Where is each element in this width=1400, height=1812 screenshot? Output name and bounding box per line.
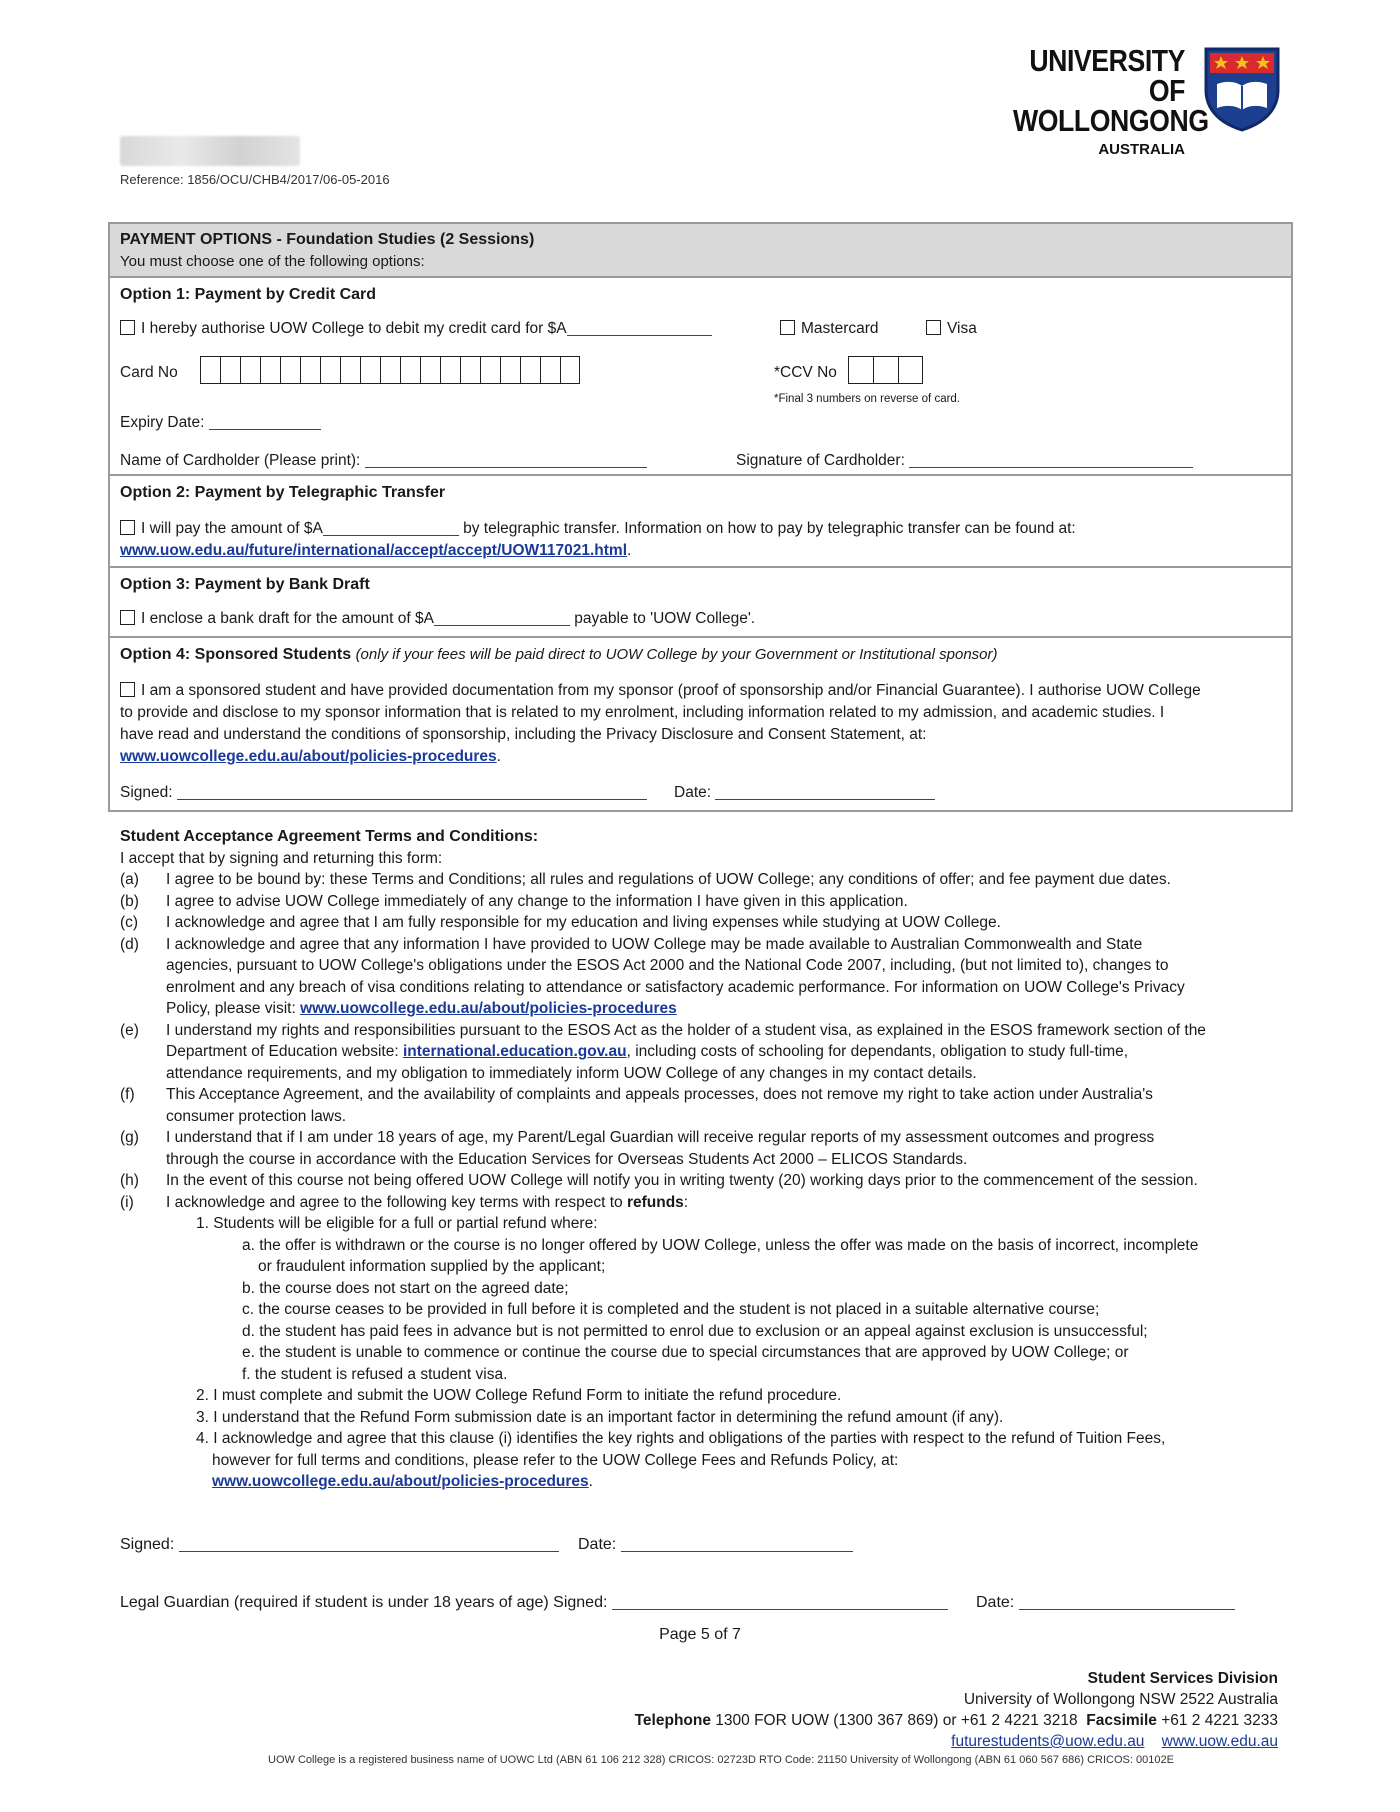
term-g: (g) I understand that if I am under 18 years of age, my Parent/Legal Guardian will receive regular reports of my assessment outcomes and progress through the course in accordance with the Education Services for Overseas Students Act 2000 – ELICOS Standards. xyxy=(120,1129,1155,1168)
visa-checkbox[interactable] xyxy=(926,320,941,335)
term-f: (f) This Acceptance Agreement, and the availability of complaints and appeals processes, does not remove my right to take action under Australia's consumer protection laws. xyxy=(120,1086,1153,1125)
term-b: (b) I agree to advise UOW College immediately of any change to the information I have given in this application. xyxy=(120,892,908,910)
cardholder-name-label: Name of Cardholder (Please print): xyxy=(120,452,361,469)
email-link[interactable]: futurestudents@uow.edu.au xyxy=(951,1733,1145,1750)
form-title: PAYMENT OPTIONS - Foundation Studies (2 Sessions) xyxy=(120,231,535,248)
guardian-sign-row xyxy=(120,1594,1015,1612)
sponsored-link[interactable]: www.uowcollege.edu.au/about/policies-procedures xyxy=(120,748,497,765)
website-link[interactable]: www.uow.edu.au xyxy=(1161,1733,1278,1750)
expiry-row xyxy=(120,412,1281,434)
sponsored-checkbox[interactable] xyxy=(120,682,135,697)
visa-label: Visa xyxy=(947,320,977,337)
student-signed-label: Signed: xyxy=(120,1536,175,1553)
refund-term-1c: c. the course ceases to be provided in full before it is completed and the student is not placed in a suitable alternative course; xyxy=(242,1301,1100,1318)
telegraphic-link[interactable]: www.uow.edu.au/future/international/accept/accept/UOW117021.html xyxy=(120,542,628,559)
crest-icon xyxy=(1203,46,1281,132)
sponsored-line-1 xyxy=(120,680,1281,702)
option-4-note: (only if your fees will be paid direct to UOW College by your Government or Institutional sponsor) xyxy=(355,646,998,663)
reference-number: Reference: 1856/OCU/CHB4/2017/06-05-2016 xyxy=(120,172,390,187)
logo-country: AUSTRALIA xyxy=(1098,141,1185,158)
term-h: (h) In the event of this course not being offered UOW College will notify you in writing twenty (20) working days prior to the commencement of the session. xyxy=(120,1172,1198,1189)
division-address: University of Wollongong NSW 2522 Australia xyxy=(963,1691,1278,1708)
refund-term-2: 2. I must complete and submit the UOW College Refund Form to initiate the refund procedure. xyxy=(196,1387,842,1404)
sponsored-date-group xyxy=(674,782,935,804)
terms-title: Student Acceptance Agreement Terms and Conditions: xyxy=(120,828,539,845)
sponsored-line-3: have read and understand the conditions of sponsorship, including the Privacy Disclosure and Consent Statement, at: xyxy=(120,726,927,743)
cardholder-signature-group xyxy=(736,450,1193,472)
amount-field[interactable] xyxy=(567,320,712,336)
authorise-text: I hereby authorise UOW College to debit my credit card for $A xyxy=(141,320,567,337)
cardholder-row xyxy=(120,450,1281,472)
option-3-title: Option 3: Payment by Bank Draft xyxy=(120,576,370,593)
sponsored-link-end: . xyxy=(496,748,501,765)
legal-line: UOW College is a registered business name of UOWC Ltd (ABN 61 106 212 328) CRICOS: 02723D RTO Code: 21150 University of Wollongong (ABN 61 060 567 686) CRICOS: 00102E xyxy=(268,1754,1174,1766)
guardian-date-field[interactable] xyxy=(1019,1594,1235,1610)
telegraphic-amount-field[interactable] xyxy=(323,520,459,536)
cardholder-name-field[interactable] xyxy=(365,452,647,468)
option-4-section xyxy=(110,638,1291,810)
card-number-boxes[interactable] xyxy=(200,356,580,384)
sponsored-signature-field[interactable] xyxy=(177,784,647,800)
sponsored-link-row xyxy=(120,746,1281,768)
form-header xyxy=(110,224,1291,278)
contact-numbers: Telephone 1300 FOR UOW (1300 367 869) or +61 2 4221 3218 Facsimile +61 2 4221 3233 xyxy=(634,1712,1278,1729)
term-e: (e) I understand my rights and responsibilities pursuant to the ESOS Act as the holder of a student visa, as explained in the ESOS framework section of the Department of Education website: international.education.gov.au, including costs of schooling for dependants, obligation to study full-time, attendance requirements, and my obligation to immediately inform UOW College of any changes in my contact details. xyxy=(120,1021,1206,1082)
option-2-title: Option 2: Payment by Telegraphic Transfer xyxy=(120,484,446,501)
redacted-name xyxy=(120,136,300,166)
refund-term-3: 3. I understand that the Refund Form submission date is an important factor in determining the refund amount (if any). xyxy=(196,1408,1004,1426)
option-4-title: Option 4: Sponsored Students xyxy=(120,646,352,663)
logo-line-2: WOLLONGONG xyxy=(1013,103,1209,138)
option-3-section xyxy=(110,568,1291,638)
guardian-date-group xyxy=(976,1594,1235,1612)
form-subtitle: You must choose one of the following options: xyxy=(120,253,425,270)
card-number-row xyxy=(120,362,1281,392)
footer-contact xyxy=(478,1668,1278,1752)
telegraphic-link-row xyxy=(120,540,1281,562)
telegraphic-text-a: I will pay the amount of $A xyxy=(141,520,323,537)
visa-option xyxy=(926,318,977,340)
student-sign-row xyxy=(120,1536,617,1554)
expiry-label: Expiry Date: xyxy=(120,414,205,431)
telegraphic-checkbox[interactable] xyxy=(120,520,135,535)
bank-draft-checkbox[interactable] xyxy=(120,610,135,625)
sponsored-text-1: I am a sponsored student and have provided documentation from my sponsor (proof of sponsorship and/or Financial Guarantee). I authorise UOW College xyxy=(141,682,1201,699)
refund-term-1d: d. the student has paid fees in advance but is not permitted to enrol due to exclusion or an appeal against exclusion is unsuccessful; xyxy=(242,1322,1148,1340)
logo-line-1: UNIVERSITY OF xyxy=(1029,43,1185,108)
uow-logo xyxy=(985,43,1285,158)
option-4-title-row xyxy=(120,644,1281,666)
guardian-signed-label: Legal Guardian (required if student is under 18 years of age) Signed: xyxy=(120,1594,608,1611)
authorise-checkbox[interactable] xyxy=(120,320,135,335)
authorise-row xyxy=(120,318,1281,340)
privacy-policy-link[interactable]: www.uowcollege.edu.au/about/policies-procedures xyxy=(300,1000,677,1017)
logo-wordmark xyxy=(985,43,1209,160)
guardian-signature-field[interactable] xyxy=(612,1594,948,1610)
terms-intro: I accept that by signing and returning this form: xyxy=(120,849,443,867)
payment-options-form xyxy=(108,222,1293,812)
refund-term-1f: f. the student is refused a student visa. xyxy=(242,1365,508,1383)
cardholder-signature-label: Signature of Cardholder: xyxy=(736,452,905,469)
option-1-title: Option 1: Payment by Credit Card xyxy=(120,286,377,303)
term-i: (i) I acknowledge and agree to the following key terms with respect to refunds: xyxy=(120,1193,689,1211)
option-2-section xyxy=(110,476,1291,568)
card-no-label: Card No xyxy=(120,364,178,381)
ccv-boxes[interactable] xyxy=(848,356,923,384)
option-1-section xyxy=(110,278,1291,476)
sponsored-line-2: to provide and disclose to my sponsor information that is related to my enrolment, including information related to my admission, and academic studies. I xyxy=(120,704,1165,721)
mastercard-checkbox[interactable] xyxy=(780,320,795,335)
sponsored-date-field[interactable] xyxy=(715,784,935,800)
refund-term-1: 1. Students will be eligible for a full or partial refund where: xyxy=(196,1215,598,1232)
bank-draft-text-b: payable to 'UOW College'. xyxy=(574,610,756,627)
refund-policy-link[interactable]: www.uowcollege.edu.au/about/policies-procedures xyxy=(212,1473,589,1490)
expiry-field[interactable] xyxy=(209,414,321,430)
student-signature-field[interactable] xyxy=(179,1536,559,1552)
division-name: Student Services Division xyxy=(1087,1670,1278,1687)
student-date-group xyxy=(578,1536,853,1554)
mastercard-option xyxy=(780,318,879,340)
refund-term-1b: b. the course does not start on the agreed date; xyxy=(242,1279,569,1297)
mastercard-label: Mastercard xyxy=(801,320,879,337)
refund-term-1e: e. the student is unable to commence or continue the course due to special circumstances that are approved by UOW College; or xyxy=(242,1344,1129,1361)
telegraphic-text-b: by telegraphic transfer. Information on how to pay by telegraphic transfer can be found at: xyxy=(463,520,1076,537)
student-date-label: Date: xyxy=(578,1536,617,1553)
refund-term-4: 4. I acknowledge and agree that this clause (i) identifies the key rights and obligations of the parties with respect to the refund of Tuition Fees, however for full terms and conditions, please refer to the UOW College Fees and Refunds Policy, at: www.uowcollege.edu.au/about/policies-procedures. xyxy=(196,1430,1166,1490)
telegraphic-row xyxy=(120,518,1281,540)
bank-draft-text-a: I enclose a bank draft for the amount of $A xyxy=(141,610,434,627)
sponsored-signed-label: Signed: xyxy=(120,784,173,801)
telegraphic-link-end: . xyxy=(627,542,632,559)
guardian-date-label: Date: xyxy=(976,1594,1015,1611)
sponsored-date-label: Date: xyxy=(674,784,712,801)
ccv-note: *Final 3 numbers on reverse of card. xyxy=(774,393,961,405)
page-number: Page 5 of 7 xyxy=(659,1626,741,1643)
term-c: (c) I acknowledge and agree that I am fully responsible for my education and living expenses while studying at UOW College. xyxy=(120,914,1001,931)
contact-links xyxy=(478,1731,1278,1752)
term-a: (a) I agree to be bound by: these Terms and Conditions; all rules and regulations of UOW College; any conditions of offer; and fee payment due dates. xyxy=(120,871,1171,888)
cardholder-signature-field[interactable] xyxy=(909,452,1193,468)
education-gov-link[interactable]: international.education.gov.au xyxy=(402,1043,627,1060)
refund-term-1a: a. the offer is withdrawn or the course is no longer offered by UOW College, unless the offer was made on the basis of incorrect, incomplete or fraudulent information supplied by the applicant; xyxy=(242,1236,1199,1275)
sponsored-sign-row xyxy=(120,782,1281,804)
terms-and-conditions xyxy=(120,826,1300,1493)
bank-draft-amount-field[interactable] xyxy=(434,610,570,626)
ccv-label: *CCV No xyxy=(774,364,837,381)
bank-draft-row xyxy=(120,608,1281,630)
term-d: (d) I acknowledge and agree that any information I have provided to UOW College may be made available to Australian Commonwealth and State agencies, pursuant to UOW College's obligations under the ESOS Act 2000 and the National Code 2007, including, (but not limited to), changes to enrolment and any breach of visa conditions relating to attendance or satisfactory academic performance. For information on UOW College's Privacy Policy, please visit: www.uowcollege.edu.au/about/policies-procedures xyxy=(120,935,1185,1017)
student-date-field[interactable] xyxy=(621,1536,853,1552)
